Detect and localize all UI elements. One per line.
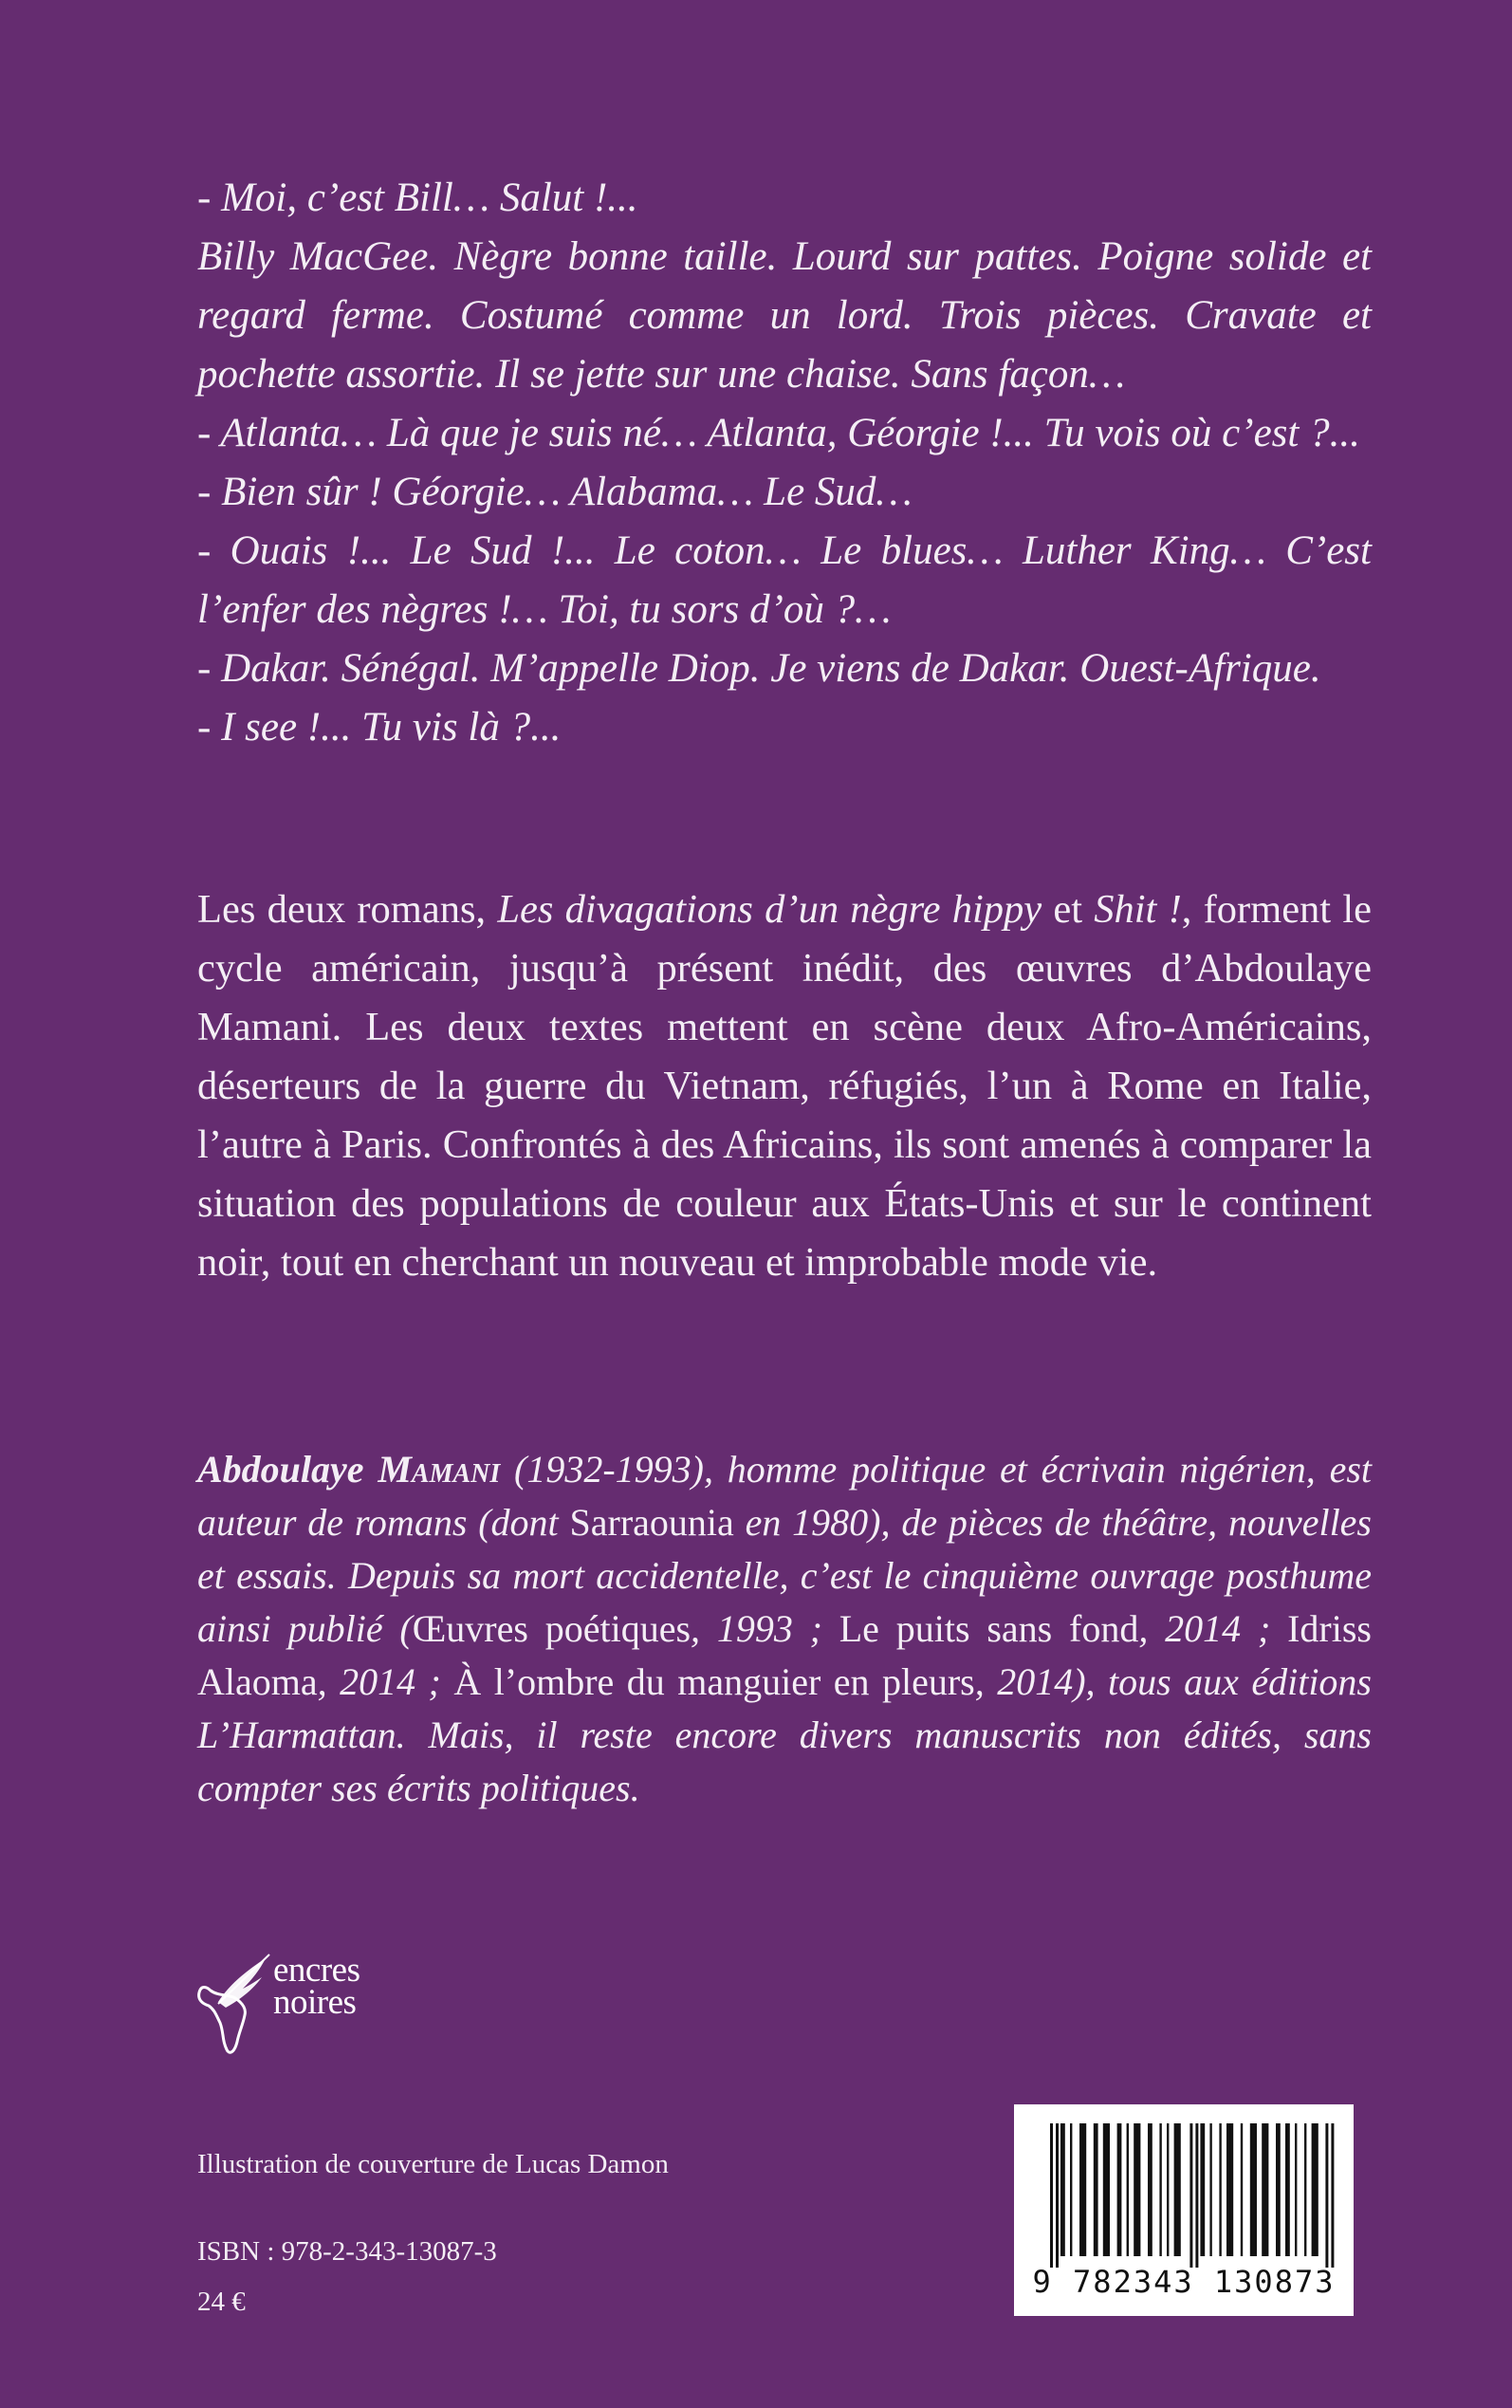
work-title: À l’ombre du manguier en pleurs xyxy=(453,1660,975,1703)
bio-text: , 1993 ; xyxy=(691,1607,839,1650)
summary-text: , forment le cycle américain, jusqu’à présent inédit, des œuvres d’Abdoulaye Mamani. Les deux textes mettent en scène deux Afro-Américains, déserteurs de la guerre du Vietnam, réfugiés, l’un à Rome en Italie, l’autre à Paris. Confrontés à des Africains, ils sont amenés à comparer la situation des populations de couleur aux États-Unis et sur le continent noir, tout en cherchant un nouveau et improbable mode vie. xyxy=(197,887,1372,1285)
author-bio xyxy=(197,1443,1372,1815)
excerpt-line: - Dakar. Sénégal. M’appelle Diop. Je viens de Dakar. Ouest-Afrique. xyxy=(197,646,1321,691)
excerpt-line: - Moi, c’est Bill… Salut !... xyxy=(197,176,638,220)
barcode-bar xyxy=(1134,2123,1140,2256)
barcode-bar xyxy=(1050,2123,1053,2268)
barcode-bar xyxy=(1070,2123,1072,2256)
barcode-bar xyxy=(1189,2123,1192,2268)
author-last-name: Mamani xyxy=(378,1448,501,1491)
barcode-bar xyxy=(1285,2123,1290,2256)
excerpt-line: Billy MacGee. Nègre bonne taille. Lourd sur pattes. Poigne solide et regard ferme. Costumé comme un lord. Trois pièces. Cravate et pochette assortie. Il se jette sur une chaise. Sans façon… xyxy=(197,234,1372,397)
novel-excerpt xyxy=(197,169,1372,757)
barcode-bar xyxy=(1304,2123,1306,2256)
author-first-name: Abdoulaye xyxy=(197,1448,364,1491)
barcode-bar xyxy=(1219,2123,1221,2256)
summary-text: Les deux romans, xyxy=(197,887,498,932)
barcode-bar xyxy=(1148,2123,1152,2256)
barcode-bar xyxy=(1295,2123,1297,2256)
work-title: Œuvres poétiques xyxy=(412,1607,691,1650)
barcode-number: 9 782343 130873 xyxy=(1032,2264,1336,2300)
barcode xyxy=(1014,2104,1354,2316)
barcode-bar xyxy=(1159,2123,1161,2256)
excerpt-line: - Ouais !... Le Sud !... Le coton… Le blues… Luther King… C’est l’enfer des nègres !… Toi, tu sors d’où ?… xyxy=(197,528,1372,632)
barcode-bar xyxy=(1241,2123,1243,2256)
barcode-bar xyxy=(1250,2123,1257,2256)
barcode-bar xyxy=(1117,2123,1122,2256)
barcode-bar xyxy=(1209,2123,1211,2256)
excerpt-line: - I see !... Tu vis là ?... xyxy=(197,705,562,750)
barcode-bar xyxy=(1127,2123,1129,2256)
barcode-bar xyxy=(1094,2123,1098,2256)
excerpt-line: - Bien sûr ! Géorgie… Alabama… Le Sud… xyxy=(197,470,913,514)
work-title: Sarraounia xyxy=(569,1501,734,1544)
logo-wordmark xyxy=(273,1951,360,2022)
barcode-bar xyxy=(1331,2123,1334,2268)
work-title: Idriss Alaoma xyxy=(197,1607,1372,1703)
barcode-bar xyxy=(1060,2123,1065,2256)
bio-text: , 2014), tous aux éditions L’Harmattan. Mais, il reste encore divers manuscrits non édités, sans compter ses écrits politiques. xyxy=(197,1660,1372,1809)
barcode-bar xyxy=(1325,2123,1328,2268)
barcode-bar xyxy=(1079,2123,1086,2256)
barcode-bar xyxy=(1174,2123,1181,2256)
bio-text: , 2014 ; xyxy=(1138,1607,1288,1650)
summary-text: et xyxy=(1042,887,1095,932)
barcode-bar xyxy=(1276,2123,1281,2256)
barcode-bar xyxy=(1167,2123,1169,2256)
logo-line: noires xyxy=(273,1983,357,2022)
barcode-bar xyxy=(1226,2123,1233,2256)
barcode-bar xyxy=(1103,2123,1110,2256)
barcode-bar xyxy=(1312,2123,1318,2256)
book-summary xyxy=(197,880,1372,1292)
barcode-bar xyxy=(1200,2123,1205,2256)
bio-paragraph xyxy=(197,1443,1372,1815)
isbn: ISBN : 978-2-343-13087-3 xyxy=(197,2236,497,2267)
excerpt-line: - Atlanta… Là que je suis né… Atlanta, Géorgie !... Tu vois où c’est ?... xyxy=(197,411,1360,455)
logo-line: encres xyxy=(273,1951,360,1990)
work-title: Le puits sans fond xyxy=(839,1607,1139,1650)
novel-title-1: Les divagations d’un nègre hippy xyxy=(497,887,1042,932)
bio-text: en 1980), de pièces de théâtre, nouvelles et essais. Depuis sa mort accidentelle, c’est le cinquième ouvrage posthume ainsi publié ( xyxy=(197,1501,1372,1650)
novel-title-2: Shit ! xyxy=(1094,887,1182,932)
price: 24 € xyxy=(197,2287,246,2317)
barcode-bar xyxy=(1262,2123,1268,2256)
barcode-bar xyxy=(1056,2123,1059,2268)
bio-text: (1932-1993), homme politique et écrivain nigérien, est auteur de romans (dont xyxy=(197,1448,1373,1544)
publisher-logo xyxy=(190,1949,446,2063)
summary-paragraph xyxy=(197,880,1372,1292)
barcode-bar xyxy=(1195,2123,1198,2268)
bio-text: , 2014 ; xyxy=(317,1660,454,1703)
illustration-credit: Illustration de couverture de Lucas Damon xyxy=(197,2149,669,2179)
